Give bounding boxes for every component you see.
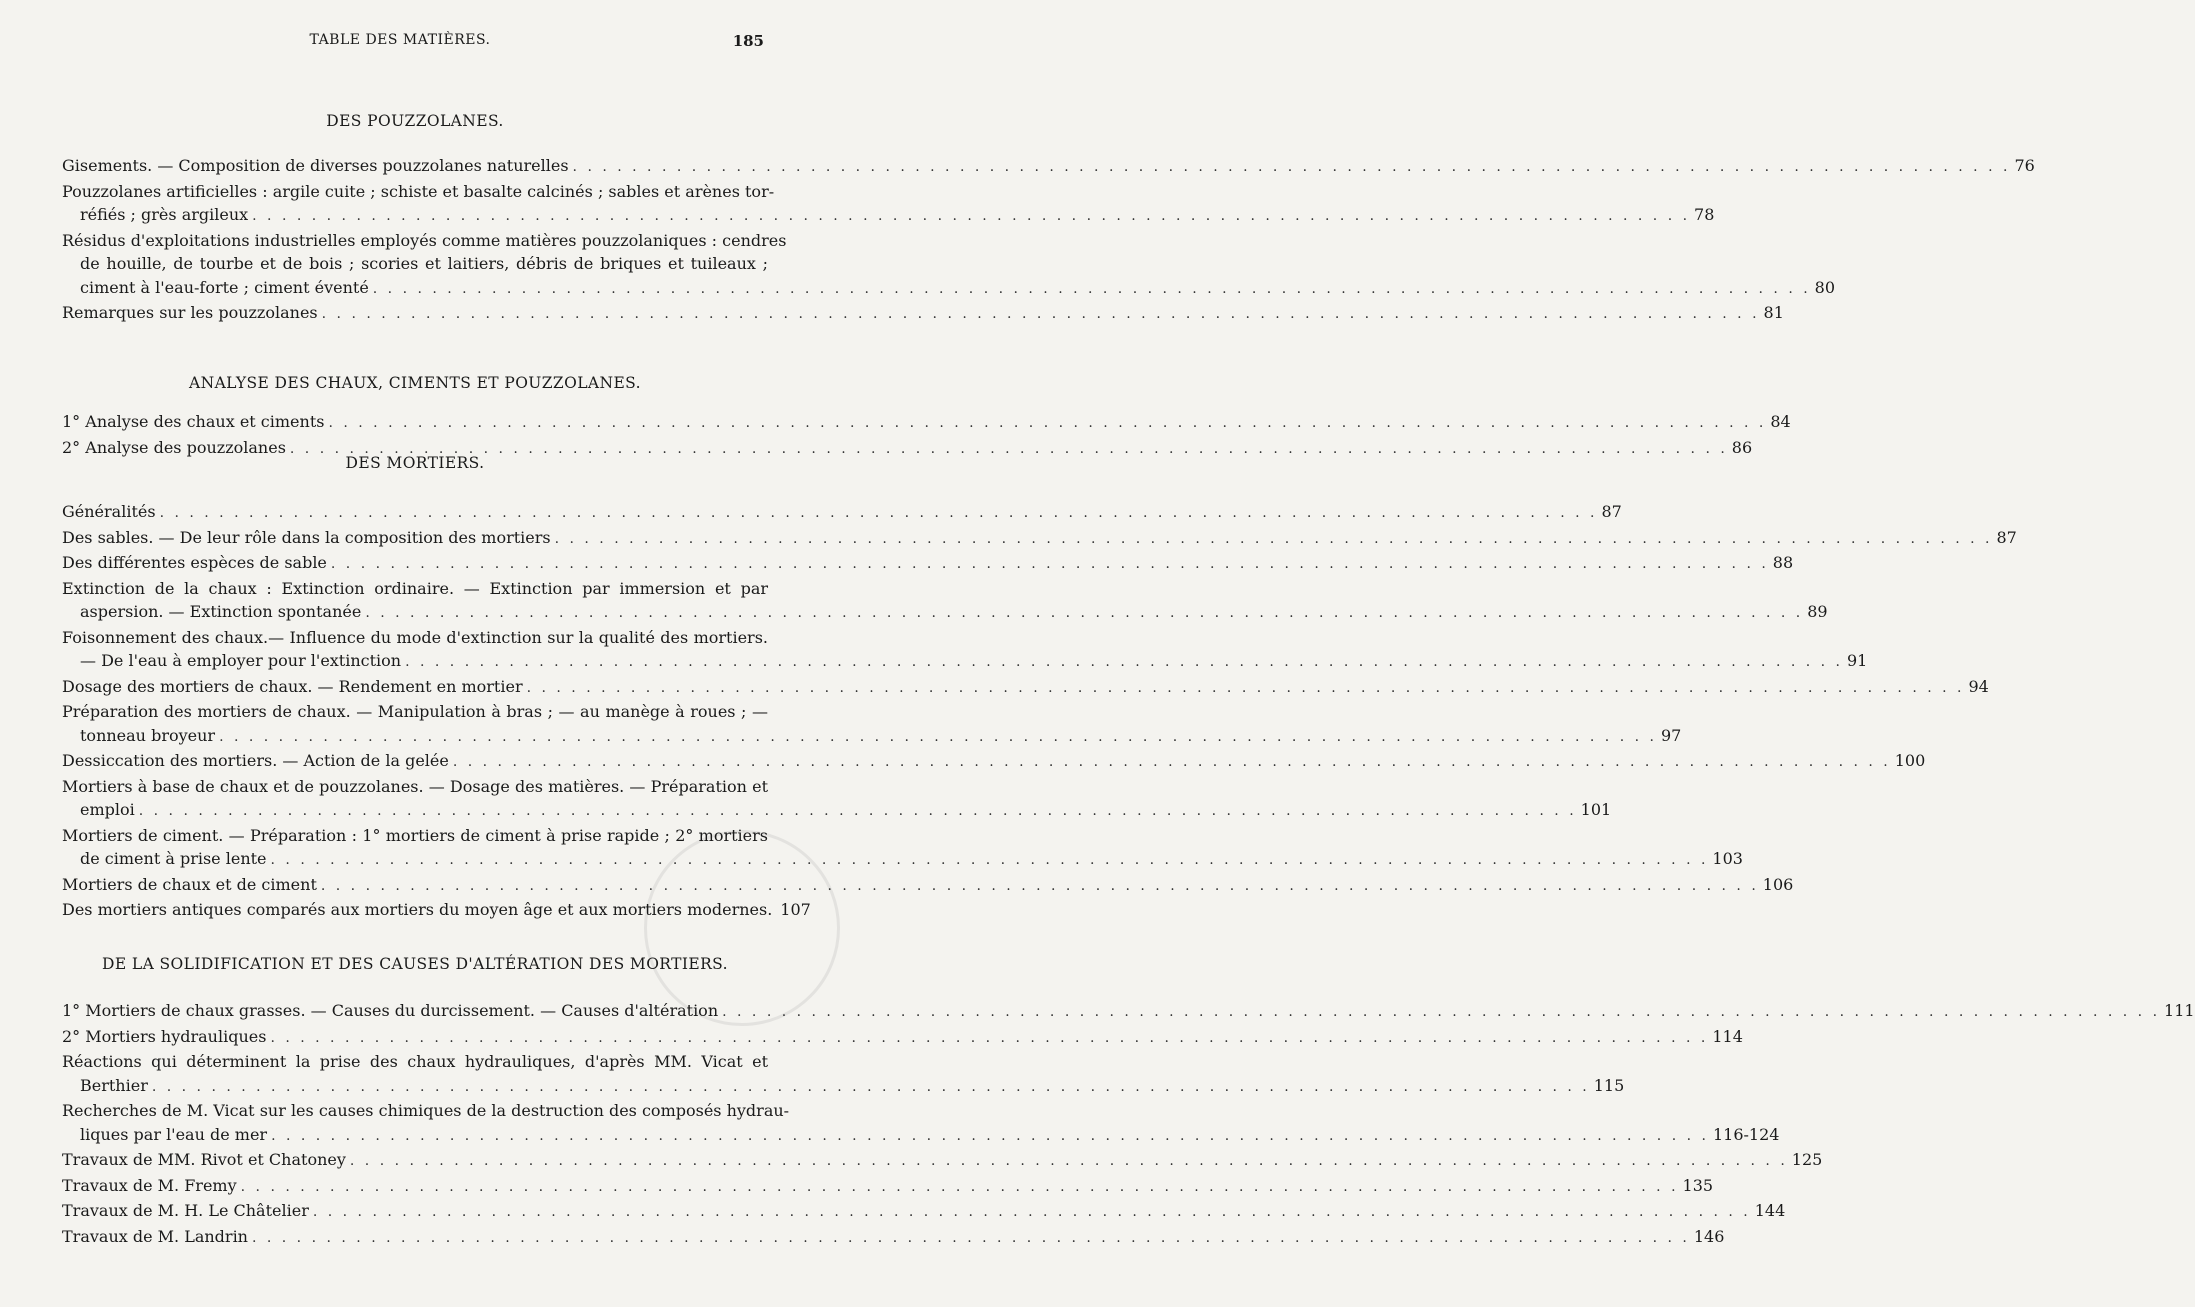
dot-leader — [527, 677, 1965, 701]
dot-leader — [219, 726, 1657, 750]
entry-page-number: 84 — [1770, 412, 1791, 431]
entry-text: tonneau broyeur — [80, 725, 216, 745]
entry-page-number: 103 — [1712, 849, 1743, 868]
toc-entry — [62, 229, 1836, 302]
entry-page-number: 144 — [1754, 1201, 1786, 1220]
dot-leader — [328, 412, 1766, 436]
dot-leader — [139, 800, 1577, 824]
entry-text: 2° Mortiers hydrauliques — [62, 1026, 267, 1046]
section-pouzzolanes — [62, 112, 2035, 327]
entry-page-number: 97 — [1660, 725, 1682, 745]
entry-text: Mortiers à base de chaux et de pouzzolanes. — Dosage des matières. — Préparation et — [62, 776, 768, 796]
dot-leader — [270, 1027, 1708, 1051]
toc-entry — [62, 675, 1989, 701]
entry-page-number: 135 — [1682, 1175, 1714, 1195]
toc-entry — [62, 626, 1868, 675]
entry-page-number: 86 — [1731, 437, 1753, 457]
entry-text: ciment à l'eau-forte ; ciment éventé — [80, 277, 369, 297]
entry-text: réfiés ; grès argileux — [80, 205, 249, 224]
entry-text: Des mortiers antiques comparés aux mortiers du moyen âge et aux mortiers modernes. — [62, 900, 773, 919]
entry-text: Mortiers de chaux et de ciment — [62, 874, 317, 894]
dot-leader — [152, 1076, 1590, 1100]
entry-text: Généralités — [62, 502, 156, 521]
entry-text: liques par l'eau de mer — [80, 1124, 268, 1144]
entry-text: Extinction de la chaux : Extinction ordinaire. — Extinction par immersion et par — [62, 578, 768, 598]
toc-entry — [62, 410, 1791, 436]
entry-page-number: 94 — [1968, 676, 1989, 696]
section-title: DES POUZZOLANES. — [326, 112, 504, 130]
toc-entry — [62, 824, 1743, 873]
dot-leader — [331, 553, 1769, 577]
entry-text: Préparation des mortiers de chaux. — Manipulation à bras ; — au manège à roues ; — — [62, 702, 768, 721]
entry-text: de houille, de tourbe et de bois ; scories et laitiers, débris de briques et tuileaux ; — [80, 254, 768, 273]
running-head — [0, 32, 800, 54]
entry-text: Pouzzolanes artificielles : argile cuite ; schiste et basalte calcinés ; sables et arènes tor- — [62, 181, 775, 201]
entry-text: Travaux de M. Fremy — [62, 1175, 237, 1195]
toc-entry — [62, 1148, 1823, 1174]
dot-leader — [271, 849, 1709, 873]
entry-text: 1° Analyse des chaux et ciments — [62, 412, 325, 431]
dot-leader — [322, 303, 1760, 327]
toc-entry — [62, 577, 1828, 626]
page-number: 185 — [732, 32, 764, 50]
entry-page-number: 76 — [2014, 156, 2035, 175]
toc-entry — [62, 775, 1612, 824]
entry-page-number: 87 — [1996, 527, 2017, 547]
entry-text: Travaux de M. H. Le Châtelier — [62, 1201, 309, 1220]
entry-page-number: 101 — [1580, 800, 1612, 819]
dot-leader — [453, 751, 1891, 775]
dot-leader — [321, 875, 1759, 899]
entry-text: — De l'eau à employer pour l'extinction — [80, 651, 402, 670]
entry-page-number: 114 — [1712, 1026, 1743, 1046]
section-mortiers — [62, 454, 2017, 924]
entry-text: Réactions qui déterminent la prise des chaux hydrauliques, d'après MM. Vicat et — [62, 1052, 768, 1071]
entry-text: de ciment à prise lente — [80, 849, 267, 868]
entry-text: 2° Analyse des pouzzolanes — [62, 437, 286, 457]
section-title: ANALYSE DES CHAUX, CIMENTS ET POUZZOLANES. — [189, 374, 641, 392]
entry-text: Remarques sur les pouzzolanes — [62, 303, 318, 322]
dot-leader — [271, 1125, 1709, 1149]
entry-page-number: 125 — [1791, 1150, 1823, 1169]
toc-entry — [62, 700, 1682, 749]
entry-page-number: 81 — [1763, 303, 1784, 322]
dot-leader — [241, 1176, 1679, 1200]
toc-entry — [62, 500, 1622, 526]
entry-text: Dosage des mortiers de chaux. — Rendement en mortier — [62, 676, 523, 696]
dot-leader — [373, 278, 1811, 302]
dot-leader — [160, 502, 1598, 526]
toc-entry — [62, 898, 811, 924]
entry-text: Des différentes espèces de sable — [62, 553, 327, 572]
entry-text: Dessiccation des mortiers. — Action de la gelée — [62, 751, 449, 770]
entry-text: Travaux de MM. Rivot et Chatoney — [62, 1150, 346, 1169]
section-solidification — [62, 955, 2195, 1250]
section-analyse — [62, 374, 1791, 461]
toc-entry — [62, 1025, 1743, 1051]
dot-leader — [555, 528, 1993, 552]
entry-page-number: 87 — [1601, 502, 1622, 521]
entry-page-number: 146 — [1693, 1226, 1725, 1246]
section-title: DE LA SOLIDIFICATION ET DES CAUSES D'ALTÉRATION DES MORTIERS. — [102, 955, 728, 973]
dot-leader — [313, 1201, 1751, 1225]
dot-leader — [365, 602, 1803, 626]
entry-text: Berthier — [80, 1075, 148, 1095]
dot-leader — [252, 205, 1690, 229]
toc-entry — [62, 999, 2195, 1025]
toc-entry — [62, 1225, 1725, 1251]
entry-text: Recherches de M. Vicat sur les causes chimiques de la destruction des composés hydrau- — [62, 1101, 790, 1120]
entry-text: emploi — [80, 800, 135, 819]
dot-leader — [573, 156, 2011, 180]
entry-page-number: 106 — [1762, 874, 1794, 894]
toc-entry — [62, 180, 1715, 229]
entry-text: Foisonnement des chaux.— Influence du mode d'extinction sur la qualité des mortiers. — [62, 627, 768, 647]
entry-page-number: 107 — [780, 900, 811, 919]
section-title: DES MORTIERS. — [345, 454, 485, 472]
dot-leader — [252, 1227, 1690, 1251]
entry-text: Résidus d'exploitations industrielles employés comme matières pouzzolaniques : cendres — [62, 230, 787, 250]
toc-entry — [62, 1174, 1714, 1200]
entry-text: Mortiers de ciment. — Préparation : 1° mortiers de ciment à prise rapide ; 2° mortiers — [62, 825, 768, 845]
dot-leader — [350, 1150, 1788, 1174]
toc-entry — [62, 749, 1926, 775]
toc-entry — [62, 1050, 1625, 1099]
toc-entry — [62, 551, 1794, 577]
entry-page-number: 80 — [1814, 277, 1836, 297]
toc-entry — [62, 873, 1794, 899]
toc-entry — [62, 1199, 1786, 1225]
entry-page-number: 89 — [1807, 602, 1828, 621]
toc-entry — [62, 154, 2035, 180]
running-head-title: TABLE DES MATIÈRES. — [309, 32, 491, 48]
entry-text: aspersion. — Extinction spontanée — [80, 602, 362, 621]
toc-entry — [62, 301, 1784, 327]
entry-text: 1° Mortiers de chaux grasses. — Causes du durcissement. — Causes d'altération — [62, 1001, 719, 1020]
toc-entry — [62, 526, 2017, 552]
entry-text: Travaux de M. Landrin — [62, 1226, 248, 1246]
entry-text: Des sables. — De leur rôle dans la composition des mortiers — [62, 527, 551, 547]
entry-text: Gisements. — Composition de diverses pouzzolanes naturelles — [62, 156, 569, 175]
entry-page-number: 116-124 — [1712, 1124, 1780, 1144]
entry-page-number: 100 — [1894, 751, 1926, 770]
entry-page-number: 88 — [1772, 553, 1794, 572]
entry-page-number: 78 — [1694, 205, 1715, 224]
toc-entry — [62, 1099, 1780, 1148]
entry-page-number: 115 — [1593, 1075, 1625, 1095]
dot-leader — [722, 1001, 2160, 1025]
entry-page-number: 111 — [2164, 1001, 2195, 1020]
entry-page-number: 91 — [1847, 651, 1868, 670]
dot-leader — [405, 651, 1843, 675]
